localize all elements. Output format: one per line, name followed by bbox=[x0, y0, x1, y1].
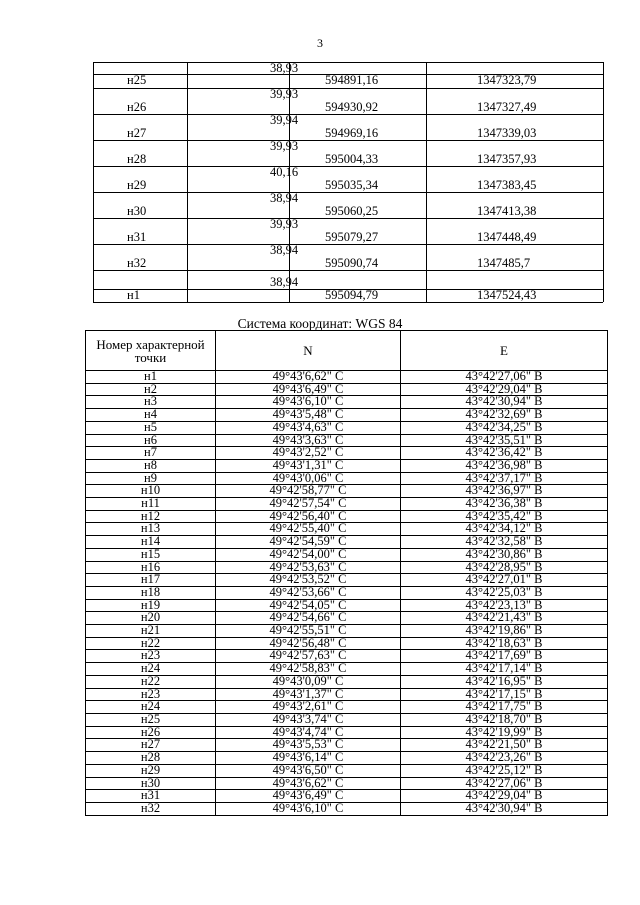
longitude-value: 43°42'29,04" В bbox=[401, 790, 608, 803]
latitude-value: 49°42'57,54" С bbox=[216, 498, 401, 511]
coordinates-table-msk bbox=[93, 62, 603, 302]
longitude-value: 43°42'32,69" В bbox=[401, 409, 608, 422]
table2-row bbox=[86, 498, 608, 511]
segment-length: 39,93 bbox=[269, 87, 299, 101]
point-label: н9 bbox=[86, 472, 216, 485]
latitude-value: 49°42'53,63" С bbox=[216, 561, 401, 574]
table2-row bbox=[86, 371, 608, 384]
table1-row bbox=[93, 152, 603, 166]
latitude-value: 49°43'5,53" С bbox=[216, 739, 401, 752]
segment-length: 40,16 bbox=[269, 165, 299, 179]
point-label: н13 bbox=[86, 523, 216, 536]
table2-row bbox=[86, 561, 608, 574]
latitude-value: 49°43'6,49" С bbox=[216, 790, 401, 803]
coordinate-system-caption: Система координат: WGS 84 bbox=[237, 316, 403, 331]
table2-row bbox=[86, 650, 608, 663]
point-label: н19 bbox=[86, 599, 216, 612]
point-label: н7 bbox=[86, 447, 216, 460]
longitude-value: 43°42'25,03" В bbox=[401, 586, 608, 599]
longitude-value: 43°42'30,94" В bbox=[401, 396, 608, 409]
table2-row bbox=[86, 713, 608, 726]
longitude-value: 43°42'30,94" В bbox=[401, 802, 608, 815]
latitude-value: 49°43'1,31" С bbox=[216, 459, 401, 472]
longitude-value: 43°42'27,06" В bbox=[401, 371, 608, 384]
table2-row bbox=[86, 434, 608, 447]
point-label: н22 bbox=[86, 637, 216, 650]
point-label: н18 bbox=[86, 586, 216, 599]
latitude-value: 49°43'6,14" С bbox=[216, 752, 401, 765]
point-label: н26 bbox=[127, 100, 147, 114]
table1-row bbox=[93, 204, 603, 218]
table2-row bbox=[86, 485, 608, 498]
table2-row bbox=[86, 421, 608, 434]
point-label: н28 bbox=[86, 752, 216, 765]
point-label: н8 bbox=[86, 459, 216, 472]
x-coordinate: 595094,79 bbox=[325, 288, 379, 302]
point-label: н28 bbox=[127, 152, 147, 166]
longitude-value: 43°42'16,95" В bbox=[401, 675, 608, 688]
table2-row bbox=[86, 396, 608, 409]
y-coordinate: 1347323,79 bbox=[477, 73, 537, 87]
latitude-value: 49°43'5,48" С bbox=[216, 409, 401, 422]
coordinates-table-wgs84 bbox=[85, 330, 608, 816]
longitude-value: 43°42'30,86" В bbox=[401, 548, 608, 561]
latitude-value: 49°43'0,06" С bbox=[216, 472, 401, 485]
latitude-value: 49°42'54,59" С bbox=[216, 536, 401, 549]
longitude-value: 43°42'21,43" В bbox=[401, 612, 608, 625]
latitude-value: 49°43'1,37" С bbox=[216, 688, 401, 701]
segment-length: 39,94 bbox=[269, 113, 299, 127]
table2-row bbox=[86, 459, 608, 472]
header-e: E bbox=[401, 331, 608, 371]
latitude-value: 49°42'56,48" С bbox=[216, 637, 401, 650]
table2-row bbox=[86, 790, 608, 803]
point-label: н1 bbox=[127, 288, 140, 302]
latitude-value: 49°43'3,74" С bbox=[216, 713, 401, 726]
table2-row bbox=[86, 663, 608, 676]
point-label: н29 bbox=[127, 178, 147, 192]
table2-row bbox=[86, 777, 608, 790]
point-label: н4 bbox=[86, 409, 216, 422]
point-label: н25 bbox=[127, 73, 147, 87]
latitude-value: 49°42'54,66" С bbox=[216, 612, 401, 625]
point-label: н1 bbox=[86, 371, 216, 384]
longitude-value: 43°42'36,97" В bbox=[401, 485, 608, 498]
longitude-value: 43°42'36,42" В bbox=[401, 447, 608, 460]
longitude-value: 43°42'19,86" В bbox=[401, 625, 608, 638]
latitude-value: 49°43'4,74" С bbox=[216, 726, 401, 739]
longitude-value: 43°42'36,98" В bbox=[401, 459, 608, 472]
segment-length: 38,94 bbox=[269, 243, 299, 257]
latitude-value: 49°43'6,49" С bbox=[216, 383, 401, 396]
latitude-value: 49°42'53,52" С bbox=[216, 574, 401, 587]
x-coordinate: 595079,27 bbox=[325, 230, 379, 244]
point-label: н29 bbox=[86, 764, 216, 777]
table2-row bbox=[86, 637, 608, 650]
longitude-value: 43°42'32,58" В bbox=[401, 536, 608, 549]
point-label: н25 bbox=[86, 713, 216, 726]
point-label: н24 bbox=[86, 701, 216, 714]
y-coordinate: 1347448,49 bbox=[477, 230, 537, 244]
table2-row bbox=[86, 472, 608, 485]
table1-row bbox=[93, 288, 603, 302]
longitude-value: 43°42'17,15" В bbox=[401, 688, 608, 701]
y-coordinate: 1347524,43 bbox=[477, 288, 537, 302]
longitude-value: 43°42'27,06" В bbox=[401, 777, 608, 790]
table2-row bbox=[86, 625, 608, 638]
point-label: н10 bbox=[86, 485, 216, 498]
point-label: н5 bbox=[86, 421, 216, 434]
table2-row bbox=[86, 675, 608, 688]
y-coordinate: 1347357,93 bbox=[477, 152, 537, 166]
point-label: н22 bbox=[86, 675, 216, 688]
point-label: н3 bbox=[86, 396, 216, 409]
header-n: N bbox=[216, 331, 401, 371]
longitude-value: 43°42'35,42" В bbox=[401, 510, 608, 523]
latitude-value: 49°42'58,77" С bbox=[216, 485, 401, 498]
segment-length: 38,94 bbox=[269, 191, 299, 205]
longitude-value: 43°42'36,38" В bbox=[401, 498, 608, 511]
table2-row bbox=[86, 548, 608, 561]
longitude-value: 43°42'37,17" В bbox=[401, 472, 608, 485]
y-coordinate: 1347327,49 bbox=[477, 100, 537, 114]
table2-row bbox=[86, 612, 608, 625]
longitude-value: 43°42'19,99" В bbox=[401, 726, 608, 739]
latitude-value: 49°43'6,62" С bbox=[216, 777, 401, 790]
point-label: н16 bbox=[86, 561, 216, 574]
latitude-value: 49°43'6,10" С bbox=[216, 396, 401, 409]
point-label: н14 bbox=[86, 536, 216, 549]
x-coordinate: 594930,92 bbox=[325, 100, 379, 114]
table1-row bbox=[93, 230, 603, 244]
table1-row bbox=[93, 178, 603, 192]
latitude-value: 49°42'54,00" С bbox=[216, 548, 401, 561]
latitude-value: 49°42'54,05" С bbox=[216, 599, 401, 612]
point-label: н11 bbox=[86, 498, 216, 511]
table2-row bbox=[86, 752, 608, 765]
longitude-value: 43°42'34,12" В bbox=[401, 523, 608, 536]
table2-row bbox=[86, 574, 608, 587]
longitude-value: 43°42'23,13" В bbox=[401, 599, 608, 612]
header-point-number: Номер характерной точки bbox=[86, 331, 216, 371]
segment-length: 39,93 bbox=[269, 139, 299, 153]
latitude-value: 49°43'6,50" С bbox=[216, 764, 401, 777]
x-coordinate: 595060,25 bbox=[325, 204, 379, 218]
table2-row bbox=[86, 764, 608, 777]
point-label: н23 bbox=[86, 688, 216, 701]
longitude-value: 43°42'29,04" В bbox=[401, 383, 608, 396]
longitude-value: 43°42'34,25" В bbox=[401, 421, 608, 434]
point-label: н6 bbox=[86, 434, 216, 447]
point-label: н20 bbox=[86, 612, 216, 625]
table1-row bbox=[93, 126, 603, 140]
point-label: н12 bbox=[86, 510, 216, 523]
point-label: н30 bbox=[86, 777, 216, 790]
longitude-value: 43°42'17,75" В bbox=[401, 701, 608, 714]
table2-row bbox=[86, 688, 608, 701]
point-label: н21 bbox=[86, 625, 216, 638]
latitude-value: 49°42'53,66" С bbox=[216, 586, 401, 599]
table2-row bbox=[86, 536, 608, 549]
point-label: н15 bbox=[86, 548, 216, 561]
latitude-value: 49°43'4,63" С bbox=[216, 421, 401, 434]
point-label: н30 bbox=[127, 204, 147, 218]
latitude-value: 49°42'57,63" С bbox=[216, 650, 401, 663]
table2-row bbox=[86, 586, 608, 599]
point-label: н24 bbox=[86, 663, 216, 676]
x-coordinate: 595004,33 bbox=[325, 152, 379, 166]
table2-row bbox=[86, 523, 608, 536]
x-coordinate: 595090,74 bbox=[325, 256, 379, 270]
point-label: н27 bbox=[127, 126, 147, 140]
longitude-value: 43°42'18,70" В bbox=[401, 713, 608, 726]
latitude-value: 49°42'55,40" С bbox=[216, 523, 401, 536]
point-label: н23 bbox=[86, 650, 216, 663]
table2-row bbox=[86, 599, 608, 612]
longitude-value: 43°42'25,12" В bbox=[401, 764, 608, 777]
point-label: н31 bbox=[127, 230, 147, 244]
y-coordinate: 1347383,45 bbox=[477, 178, 537, 192]
latitude-value: 49°43'3,63" С bbox=[216, 434, 401, 447]
table2-row bbox=[86, 701, 608, 714]
latitude-value: 49°42'55,51" С bbox=[216, 625, 401, 638]
segment-length: 38,93 bbox=[269, 61, 299, 75]
table1-row-divider bbox=[93, 302, 603, 303]
table2-row bbox=[86, 726, 608, 739]
longitude-value: 43°42'17,14" В bbox=[401, 663, 608, 676]
latitude-value: 49°42'58,83" С bbox=[216, 663, 401, 676]
latitude-value: 49°43'0,09" С bbox=[216, 675, 401, 688]
point-label: н26 bbox=[86, 726, 216, 739]
table1-row bbox=[93, 256, 603, 270]
y-coordinate: 1347485,7 bbox=[477, 256, 531, 270]
point-label: н17 bbox=[86, 574, 216, 587]
latitude-value: 49°43'2,61" С bbox=[216, 701, 401, 714]
longitude-value: 43°42'18,63" В bbox=[401, 637, 608, 650]
table2-row bbox=[86, 802, 608, 815]
y-coordinate: 1347413,38 bbox=[477, 204, 537, 218]
longitude-value: 43°42'17,69" В bbox=[401, 650, 608, 663]
segment-length: 38,94 bbox=[269, 275, 299, 289]
latitude-value: 49°43'2,52" С bbox=[216, 447, 401, 460]
point-label: н32 bbox=[127, 256, 147, 270]
table2-row bbox=[86, 739, 608, 752]
table1-row bbox=[93, 73, 603, 87]
table2-row bbox=[86, 383, 608, 396]
table1-row bbox=[93, 100, 603, 114]
point-label: н2 bbox=[86, 383, 216, 396]
page-number: 3 bbox=[317, 36, 323, 50]
x-coordinate: 595035,34 bbox=[325, 178, 379, 192]
point-label: н31 bbox=[86, 790, 216, 803]
latitude-value: 49°43'6,62" С bbox=[216, 371, 401, 384]
table2-row bbox=[86, 447, 608, 460]
longitude-value: 43°42'27,01" В bbox=[401, 574, 608, 587]
table2-row bbox=[86, 510, 608, 523]
latitude-value: 49°43'6,10" С bbox=[216, 802, 401, 815]
table1-column-divider bbox=[603, 62, 604, 302]
point-label: н27 bbox=[86, 739, 216, 752]
table2-row bbox=[86, 409, 608, 422]
x-coordinate: 594891,16 bbox=[325, 73, 379, 87]
longitude-value: 43°42'23,26" В bbox=[401, 752, 608, 765]
point-label: н32 bbox=[86, 802, 216, 815]
longitude-value: 43°42'35,51" В bbox=[401, 434, 608, 447]
longitude-value: 43°42'21,50" В bbox=[401, 739, 608, 752]
y-coordinate: 1347339,03 bbox=[477, 126, 537, 140]
x-coordinate: 594969,16 bbox=[325, 126, 379, 140]
segment-length: 39,93 bbox=[269, 217, 299, 231]
table1-row-divider bbox=[93, 270, 603, 271]
latitude-value: 49°42'56,40" С bbox=[216, 510, 401, 523]
longitude-value: 43°42'28,95" В bbox=[401, 561, 608, 574]
